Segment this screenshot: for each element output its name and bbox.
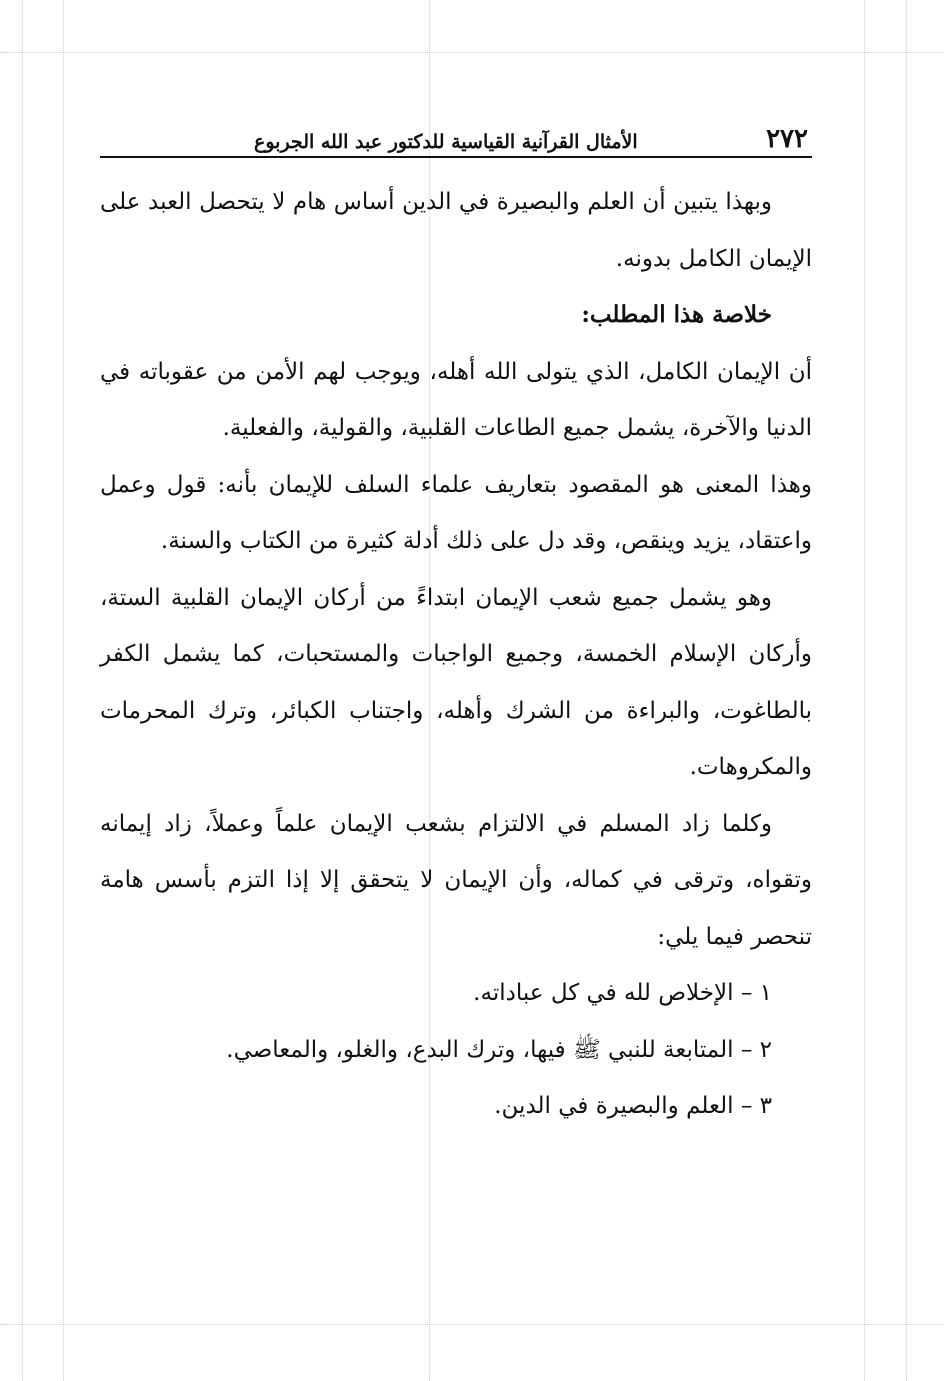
running-header	[100, 118, 812, 158]
page-number: ٢٧٢	[766, 124, 808, 154]
list-item: ٣ – العلم والبصيرة في الدين.	[494, 1093, 772, 1119]
list-item: ١ – الإخلاص لله في كل عباداته.	[473, 980, 772, 1006]
scan-guide-line	[906, 0, 907, 1381]
scan-guide-line	[0, 52, 944, 53]
body-text	[100, 174, 812, 1135]
book-page	[100, 118, 812, 1135]
paragraph: وهذا المعنى هو المقصود بتعاريف علماء السلف للإيمان بأنه: قول وعمل واعتقاد، يزيد وينقص، وقد دل على ذلك أدلة كثيرة من الكتاب والسنة.	[100, 471, 812, 554]
paragraph: وكلما زاد المسلم في الالتزام بشعب الإيمان علماً وعملاً، زاد إيمانه وتقواه، وترقى في كماله، وأن الإيمان لا يتحقق إلا إذا التزم بأسس هامة تنحصر فيما يلي:	[100, 810, 812, 950]
paragraph: أن الإيمان الكامل، الذي يتولى الله أهله، ويوجب لهم الأمن من عقوباته في الدنيا والآخرة، يشمل جميع الطاعات القلبية، والقولية، والفعلية.	[100, 358, 812, 441]
list-item: ٢ – المتابعة للنبي ﷺ فيها، وترك البدع، والغلو، والمعاصي.	[226, 1036, 772, 1063]
scan-guide-line	[0, 1324, 944, 1325]
running-title: الأمثال القرآنية القياسية للدكتور عبد الله الجربوع	[254, 131, 638, 153]
scan-guide-line	[63, 0, 64, 1381]
scan-guide-line	[864, 0, 865, 1381]
paragraph: وبهذا يتبين أن العلم والبصيرة في الدين أساس هام لا يتحصل العبد على الإيمان الكامل بدونه.	[100, 189, 812, 272]
section-heading: خلاصة هذا المطلب:	[581, 301, 772, 328]
scan-guide-line	[22, 0, 23, 1381]
paragraph: وهو يشمل جميع شعب الإيمان ابتداءً من أركان الإيمان القلبية الستة، وأركان الإسلام الخمسة، وجميع الواجبات والمستحبات، كما يشمل الكفر بالطاغوت، والبراءة من الشرك وأهله، واجتناب الكبائر، وترك المحرمات والمكروهات.	[100, 584, 812, 780]
